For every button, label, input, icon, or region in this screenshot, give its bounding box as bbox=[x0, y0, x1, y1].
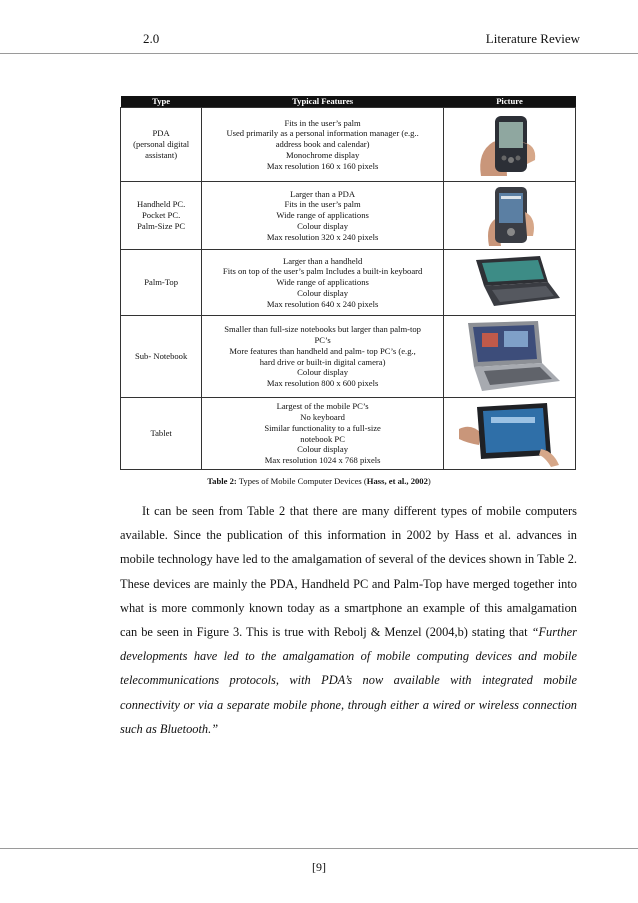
table-header-row bbox=[121, 96, 576, 108]
device-types-table bbox=[120, 96, 576, 470]
features-cell: Largest of the mobile PC’s No keyboard Similar functionality to a full-size notebook PC Colour display Max resolution 1024 x 768 pixels bbox=[202, 398, 444, 470]
tablet-image bbox=[446, 399, 576, 469]
table-row bbox=[121, 108, 576, 182]
table-caption: Table 2: Types of Mobile Computer Devices (Hass, et al., 2002) bbox=[207, 476, 431, 486]
footer-rule bbox=[0, 848, 638, 849]
type-cell: Handheld PC. Pocket PC. Palm-Size PC bbox=[121, 182, 202, 250]
picture-cell bbox=[443, 108, 575, 182]
picture-cell bbox=[443, 250, 575, 316]
table-row bbox=[121, 316, 576, 398]
type-cell: PDA (personal digital assistant) bbox=[121, 108, 202, 182]
picture-cell bbox=[443, 182, 575, 250]
features-cell: Smaller than full-size notebooks but larger than palm-top PC’s More features than handheld and palm- top PC’s (e.g., hard drive or built-in digital camera) Colour display Max resolution 800 x 600 pixels bbox=[202, 316, 444, 398]
section-number: 2.0 bbox=[143, 31, 160, 46]
type-cell: Sub- Notebook bbox=[121, 316, 202, 398]
column-header-features: Typical Features bbox=[202, 96, 444, 108]
table-row bbox=[121, 398, 576, 470]
type-cell: Tablet bbox=[121, 398, 202, 470]
table-row bbox=[121, 250, 576, 316]
pocket-pc-image bbox=[446, 184, 576, 248]
quotation: “Further developments have led to the amalgamation of mobile computing devices and mobile telecommunications protocols, with PDA’s now available with integrated mobile connectivity or via a separate mobile phone, through either a wired or wireless connection such as Bluetooth.” bbox=[120, 625, 577, 736]
body-paragraph bbox=[120, 499, 577, 741]
column-header-picture: Picture bbox=[443, 96, 575, 108]
picture-cell bbox=[443, 316, 575, 398]
chapter-title: Literature Review bbox=[485, 31, 580, 46]
type-cell: Palm-Top bbox=[121, 250, 202, 316]
table-row bbox=[121, 182, 576, 250]
page-number: [9] bbox=[312, 860, 326, 874]
features-cell: Larger than a handheld Fits on top of the user’s palm Includes a built-in keyboard Wide range of applications Colour display Max resolution 640 x 240 pixels bbox=[202, 250, 444, 316]
paragraph-text: It can be seen from Table 2 that there are many different types of mobile computers available. Since the publication of this information in 2002 by Hass et al. advances in mobile technology have led to the amalgamation of several of the devices shown in Table 2. These devices are mainly the PDA, Handheld PC and Palm-Top have merged together into what is more commonly known today as a smartphone an example of this amalgamation can be seen in Figure 3. This is true with Rebolj & Menzel (2004,b) stating that bbox=[120, 504, 577, 640]
picture-cell bbox=[443, 398, 575, 470]
column-header-type: Type bbox=[121, 96, 202, 108]
features-cell: Fits in the user’s palm Used primarily as a personal information manager (e.g.. address book and calendar) Monochrome display Max resolution 160 x 160 pixels bbox=[202, 108, 444, 182]
sub-notebook-image bbox=[446, 319, 576, 395]
palmtop-image bbox=[446, 254, 576, 312]
features-cell: Larger than a PDA Fits in the user’s palm Wide range of applications Colour display Max resolution 320 x 240 pixels bbox=[202, 182, 444, 250]
pda-device-image bbox=[446, 112, 576, 178]
header-rule bbox=[0, 53, 638, 54]
